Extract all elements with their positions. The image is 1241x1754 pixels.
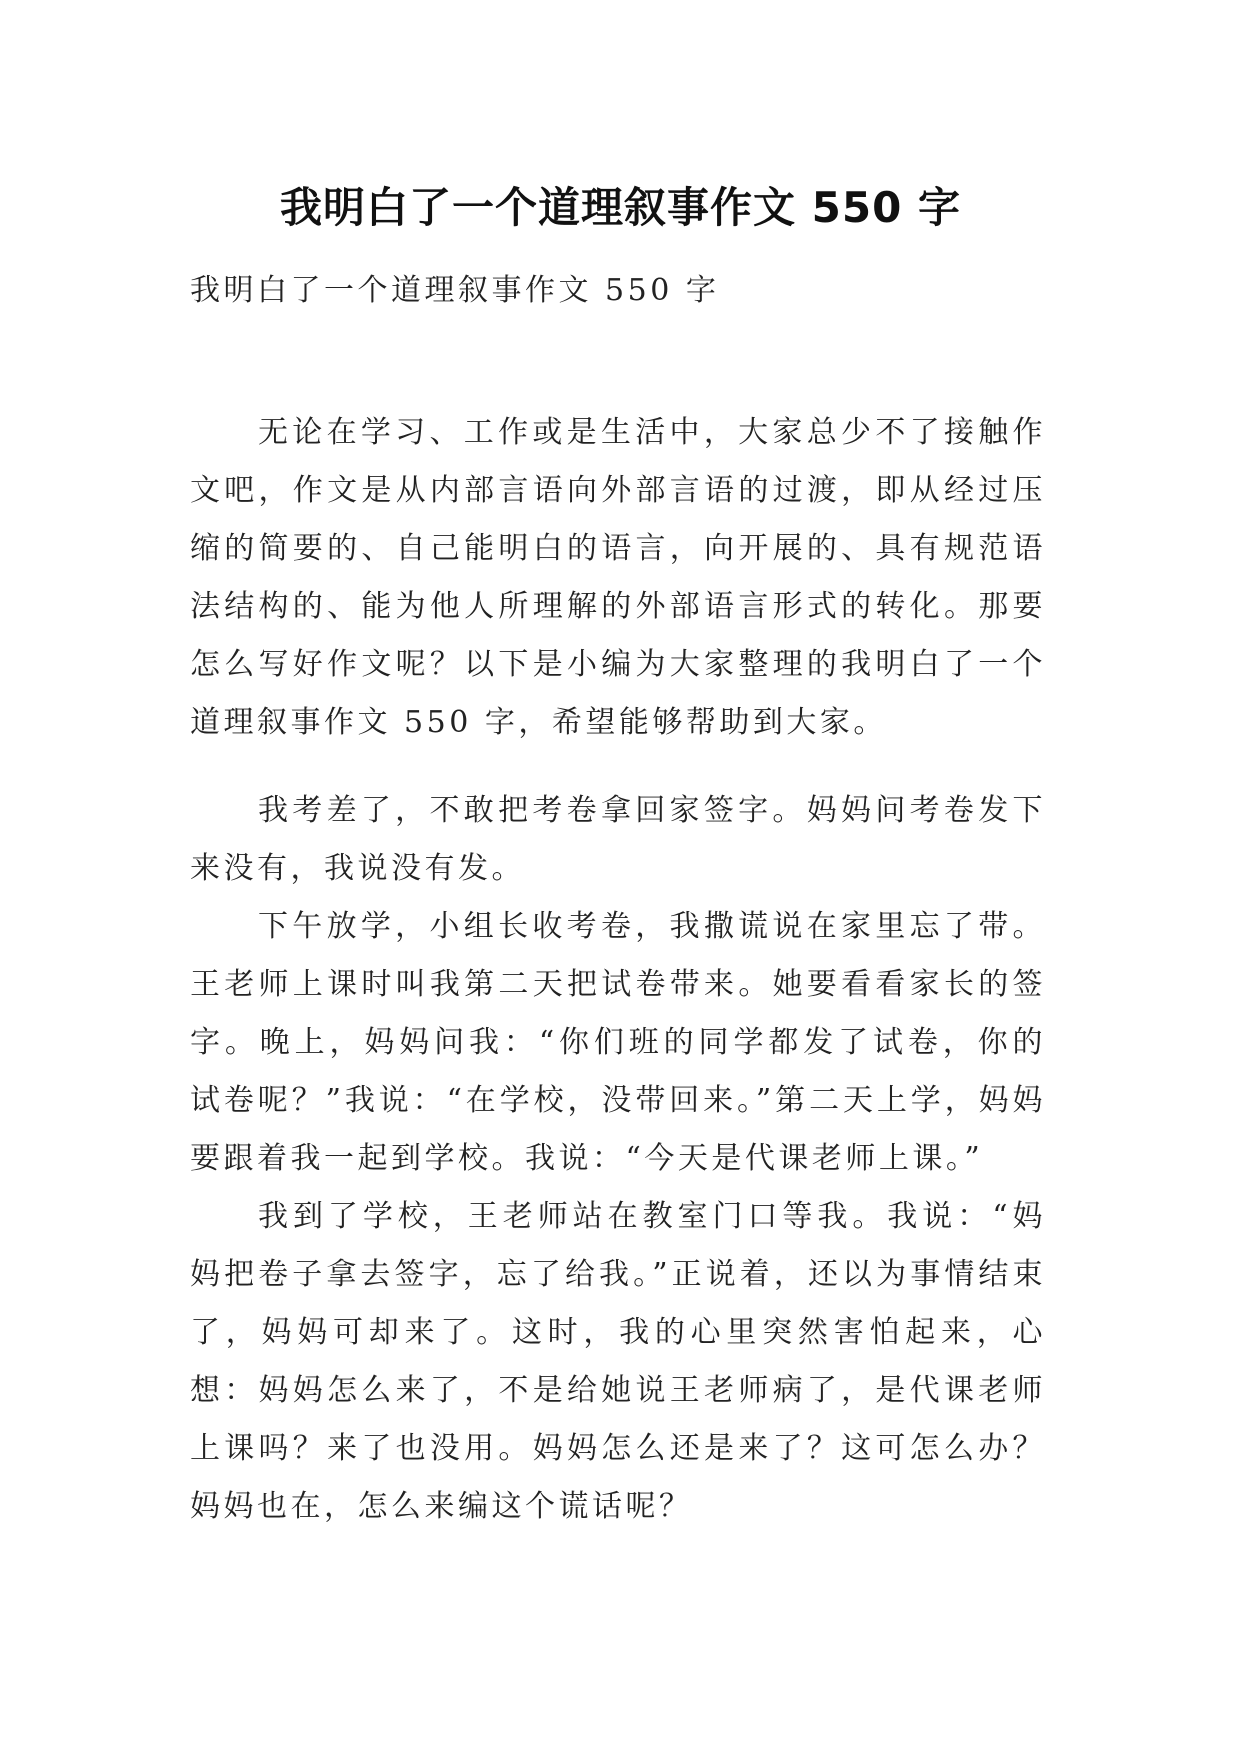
intro-paragraph: 无论在学习、工作或是生活中，大家总少不了接触作文吧，作文是从内部言语向外部言语的过渡，即从经过压缩的简要的、自己能明白的语言，向开展的、具有规范语法结构的、能为他人所理解的外部语言形式的转化。那要怎么写好作文呢？以下是小编为大家整理的我明白了一个道理叙事作文 550 字，希望能够帮助到大家。 [190,415,1046,740]
story-paragraph: 我考差了，不敢把考卷拿回家签字。妈妈问考卷发下来没有，我说没有发。 [190,793,1046,886]
document-title: 我明白了一个道理叙事作文 550 字 [280,183,961,233]
story-paragraph: 下午放学，小组长收考卷，我撒谎说在家里忘了带。王老师上课时叫我第二天把试卷带来。她要看看家长的签字。晚上，妈妈问我：“你们班的同学都发了试卷，你的试卷呢？”我说：“在学校，没带回来。”第二天上学，妈妈要跟着我一起到学校。我说：“今天是代课老师上课。” [190,909,1046,1176]
story-body [190,782,1046,1536]
document-subtitle: 我明白了一个道理叙事作文 550 字 [190,273,720,308]
story-paragraph: 我到了学校，王老师站在教室门口等我。我说：“妈妈把卷子拿去签字，忘了给我。”正说着，还以为事情结束了，妈妈可却来了。这时，我的心里突然害怕起来，心想：妈妈怎么来了，不是给她说王老师病了，是代课老师上课吗？来了也没用。妈妈怎么还是来了？这可怎么办？妈妈也在，怎么来编这个谎话呢？ [190,1199,1046,1524]
